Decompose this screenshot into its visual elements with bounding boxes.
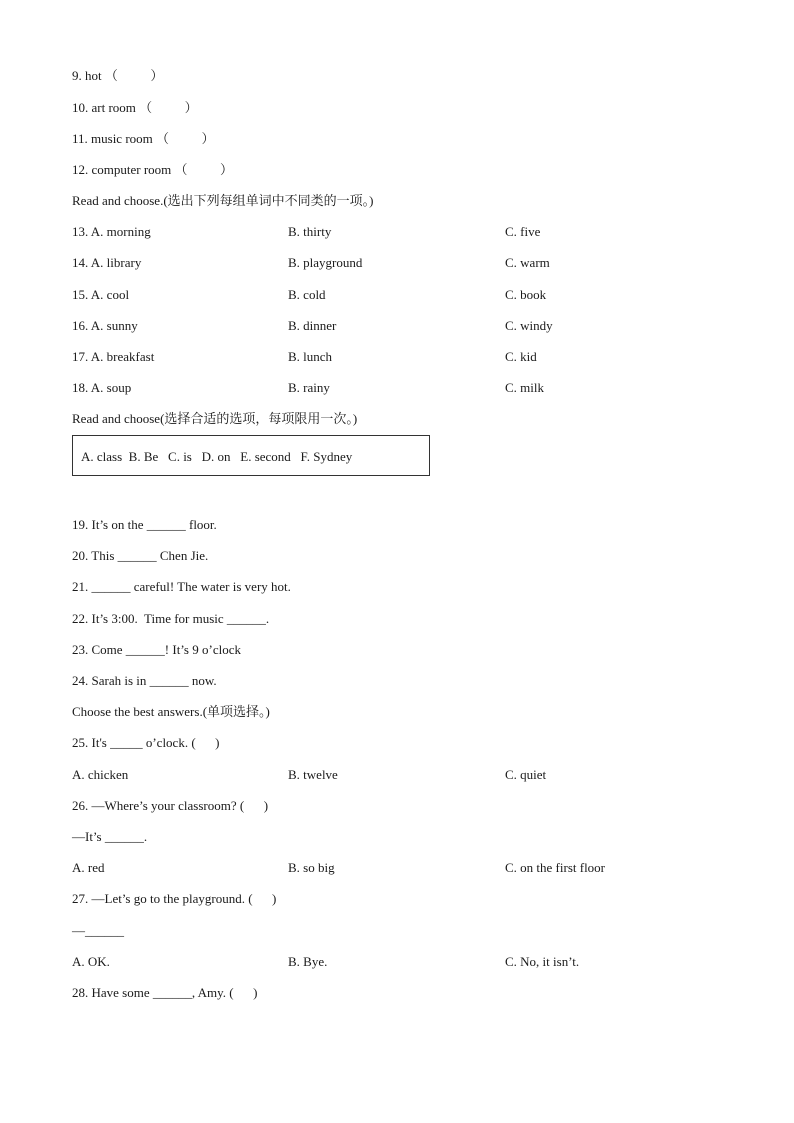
- question-18-option-c: C. milk: [505, 380, 545, 395]
- question-17-option-c: C. kid: [505, 349, 537, 364]
- question-15-option-a: 15. A. cool: [72, 287, 130, 302]
- question-27-reply: —______: [72, 923, 124, 938]
- question-25: 25. It's _____ o’clock. ( ): [72, 735, 220, 750]
- question-11: 11. music room （ ）: [72, 131, 215, 146]
- question-27: 27. —Let’s go to the playground. ( ): [72, 891, 277, 906]
- question-27-option-b: B. Bye.: [288, 954, 328, 969]
- question-25-option-c: C. quiet: [505, 767, 547, 782]
- question-17-option-b: B. lunch: [288, 349, 333, 364]
- word-bank-options: A. class B. Be C. is D. on E. second F. Sydney: [81, 449, 353, 464]
- question-13-option-c: C. five: [505, 224, 541, 239]
- question-12: 12. computer room （ ）: [72, 162, 234, 177]
- question-13-option-a: 13. A. morning: [72, 224, 151, 239]
- section-heading-multiple-choice: Choose the best answers.(单项选择。): [72, 704, 270, 719]
- question-14-option-b: B. playground: [288, 255, 363, 270]
- question-28: 28. Have some ______, Amy. ( ): [72, 985, 258, 1000]
- question-24: 24. Sarah is in ______ now.: [72, 673, 217, 688]
- question-17-option-a: 17. A. breakfast: [72, 349, 155, 364]
- section-heading-odd-one-out: Read and choose.(选出下列每组单词中不同类的一项。): [72, 193, 374, 208]
- question-14-option-c: C. warm: [505, 255, 550, 270]
- question-18-option-a: 18. A. soup: [72, 380, 132, 395]
- question-21: 21. ______ careful! The water is very hot.: [72, 579, 291, 594]
- question-9: 9. hot （ ）: [72, 68, 164, 83]
- question-18-option-b: B. rainy: [288, 380, 330, 395]
- question-15-option-c: C. book: [505, 287, 547, 302]
- question-26-option-c: C. on the first floor: [505, 860, 606, 875]
- question-10: 10. art room （ ）: [72, 100, 198, 115]
- word-bank-box: [72, 435, 430, 476]
- question-16-option-a: 16. A. sunny: [72, 318, 138, 333]
- question-13-option-b: B. thirty: [288, 224, 332, 239]
- question-20: 20. This ______ Chen Jie.: [72, 548, 209, 563]
- question-19: 19. It’s on the ______ floor.: [72, 517, 217, 532]
- question-26-reply: —It’s ______.: [72, 829, 148, 844]
- question-25-option-a: A. chicken: [72, 767, 129, 782]
- question-26-option-a: A. red: [72, 860, 105, 875]
- question-23: 23. Come ______! It’s 9 o’clock: [72, 642, 241, 657]
- question-26: 26. —Where’s your classroom? ( ): [72, 798, 269, 813]
- question-16-option-c: C. windy: [505, 318, 553, 333]
- question-16-option-b: B. dinner: [288, 318, 337, 333]
- question-22: 22. It’s 3:00. Time for music ______.: [72, 611, 270, 626]
- question-15-option-b: B. cold: [288, 287, 326, 302]
- question-27-option-a: A. OK.: [72, 954, 110, 969]
- question-26-option-b: B. so big: [288, 860, 335, 875]
- section-heading-word-bank: Read and choose(选择合适的选项，每项限用一次。): [72, 411, 358, 426]
- question-14-option-a: 14. A. library: [72, 255, 142, 270]
- question-25-option-b: B. twelve: [288, 767, 338, 782]
- question-27-option-c: C. No, it isn’t.: [505, 954, 580, 969]
